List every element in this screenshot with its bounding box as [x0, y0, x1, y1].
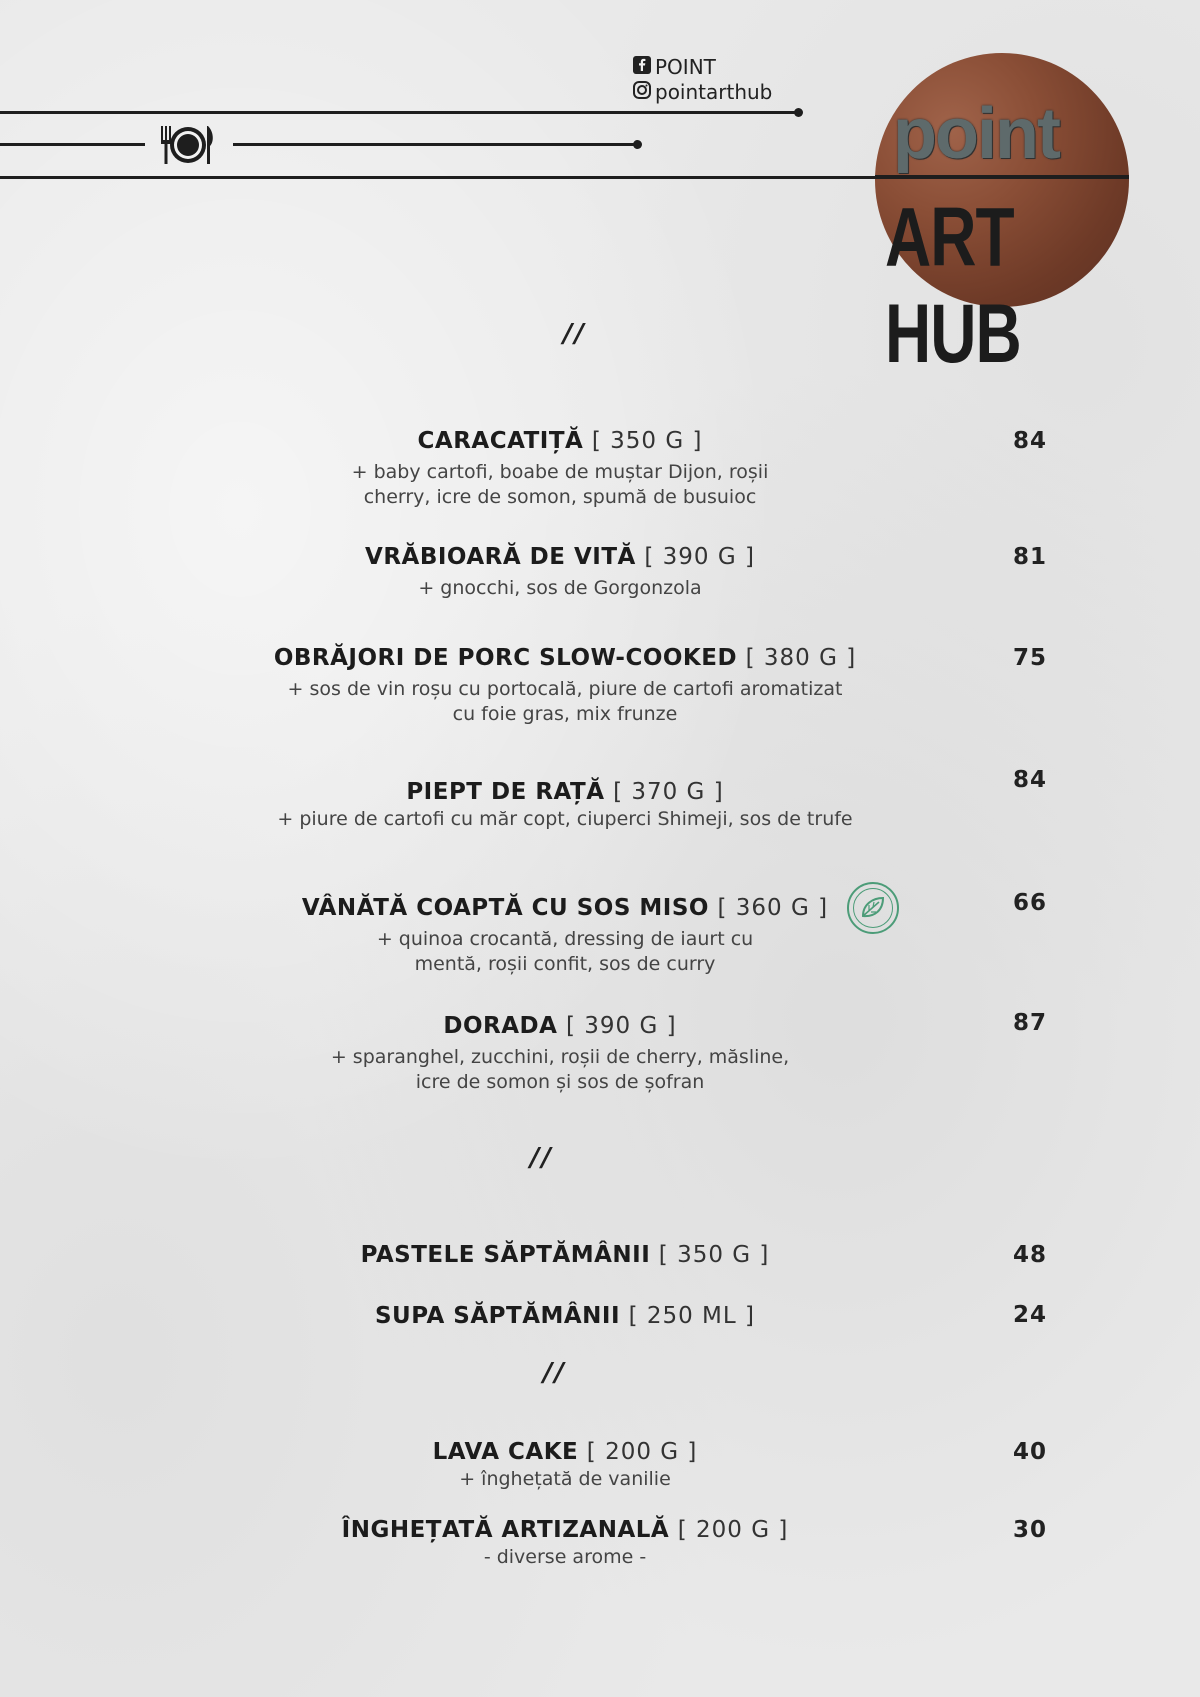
menu-item-desc: + înghețată de vanilie: [459, 1468, 671, 1490]
section-separator-weekly: //: [530, 1143, 553, 1173]
header-line-mid-right: [233, 143, 638, 146]
menu-item-price: 66: [1012, 890, 1047, 916]
menu-item-weight: [ 350 G ]: [658, 1242, 770, 1268]
plate-cutlery-icon: [160, 124, 216, 170]
logo-art-hub-text: ART HUB: [885, 190, 1021, 381]
header-line-mid-dot: [633, 140, 642, 149]
menu-item-inghetata-artizanala: [160, 1517, 970, 1570]
menu-item-lava-cake: [160, 1439, 970, 1492]
menu-item-name: DORADA: [443, 1013, 558, 1039]
menu-item-weight: [ 390 G ]: [644, 544, 755, 570]
section-separator-desserts: //: [543, 1358, 566, 1388]
menu-item-weight: [ 250 ML ]: [628, 1303, 755, 1329]
menu-item-weight: [ 390 G ]: [565, 1013, 677, 1039]
menu-item-weight: [ 360 G ]: [717, 895, 829, 921]
menu-item-price: 84: [1012, 767, 1047, 793]
menu-item-desc: + sparanghel, zucchini, roșii de cherry, măsline, icre de somon și sos de șofran: [330, 1046, 790, 1093]
section-separator-mains: //: [563, 319, 586, 349]
menu-item-desc: + gnocchi, sos de Gorgonzola: [418, 577, 702, 599]
menu-item-caracatita: [160, 428, 960, 510]
header-line-top-dot: [794, 108, 803, 117]
menu-item-price: 84: [1012, 428, 1047, 454]
menu-item-name: LAVA CAKE: [432, 1439, 579, 1465]
header-line-top: [0, 111, 796, 114]
menu-item-weight: [ 200 G ]: [586, 1439, 698, 1465]
menu-item-price: 81: [1012, 544, 1047, 570]
point-art-hub-logo: [875, 53, 1129, 381]
menu-item-name: CARACATIȚĂ: [417, 428, 584, 454]
menu-item-name: ÎNGHEȚATĂ ARTIZANALĂ: [341, 1517, 670, 1543]
menu-item-price: 40: [1012, 1439, 1047, 1465]
menu-item-name: OBRĂJORI DE PORC SLOW-COOKED: [273, 645, 738, 671]
logo-point-text: point: [893, 94, 1059, 174]
menu-item-desc: + piure de cartofi cu măr copt, ciuperci Shimeji, sos de trufe: [277, 808, 853, 830]
menu-item-name: VÂNĂTĂ COAPTĂ CU SOS MISO: [301, 895, 709, 921]
menu-item-desc: + sos de vin roșu cu portocală, piure de cartofi aromatizat cu foie gras, mix frunze: [287, 678, 843, 725]
instagram-handle: pointarthub: [655, 80, 773, 104]
menu-item-dorada: [160, 1013, 960, 1095]
menu-item-name: PIEPT DE RAȚĂ: [406, 779, 605, 805]
menu-item-vrabioara: [160, 544, 960, 601]
header-line-mid-left: [0, 143, 145, 146]
menu-item-name: VRĂBIOARĂ DE VITĂ: [365, 544, 636, 570]
menu-item-desc: - diverse arome -: [483, 1546, 647, 1568]
menu-item-pastele-saptamanii: [160, 1242, 970, 1268]
menu-item-price: 24: [1012, 1302, 1047, 1328]
menu-item-weight: [ 370 G ]: [613, 779, 724, 805]
logo-divider: [875, 175, 1129, 179]
vegan-leaf-icon: [847, 882, 899, 934]
menu-item-price: 48: [1012, 1242, 1047, 1268]
facebook-handle: POINT: [655, 55, 716, 79]
menu-item-weight: [ 200 G ]: [677, 1517, 789, 1543]
menu-item-price: 30: [1012, 1517, 1047, 1543]
menu-item-obrajori: [160, 645, 970, 727]
menu-item-piept-de-rata: [160, 779, 970, 832]
facebook-icon: [633, 55, 651, 79]
menu-item-weight: [ 350 G ]: [591, 428, 703, 454]
menu-item-desc: + baby cartofi, boabe de muștar Dijon, roșii cherry, icre de somon, spumă de busuioc: [351, 461, 769, 508]
menu-item-supa-saptamanii: [160, 1303, 970, 1329]
menu-item-name: SUPA SĂPTĂMÂNII: [374, 1303, 621, 1329]
facebook-link[interactable]: [633, 55, 716, 79]
menu-item-price: 87: [1012, 1010, 1047, 1036]
instagram-icon: [633, 80, 651, 104]
instagram-link[interactable]: [633, 80, 772, 104]
menu-item-weight: [ 380 G ]: [745, 645, 857, 671]
menu-item-name: PASTELE SĂPTĂMÂNII: [360, 1242, 651, 1268]
menu-item-desc: + quinoa crocantă, dressing de iaurt cu mentă, roșii confit, sos de curry: [376, 928, 754, 975]
menu-item-price: 75: [1012, 645, 1047, 671]
